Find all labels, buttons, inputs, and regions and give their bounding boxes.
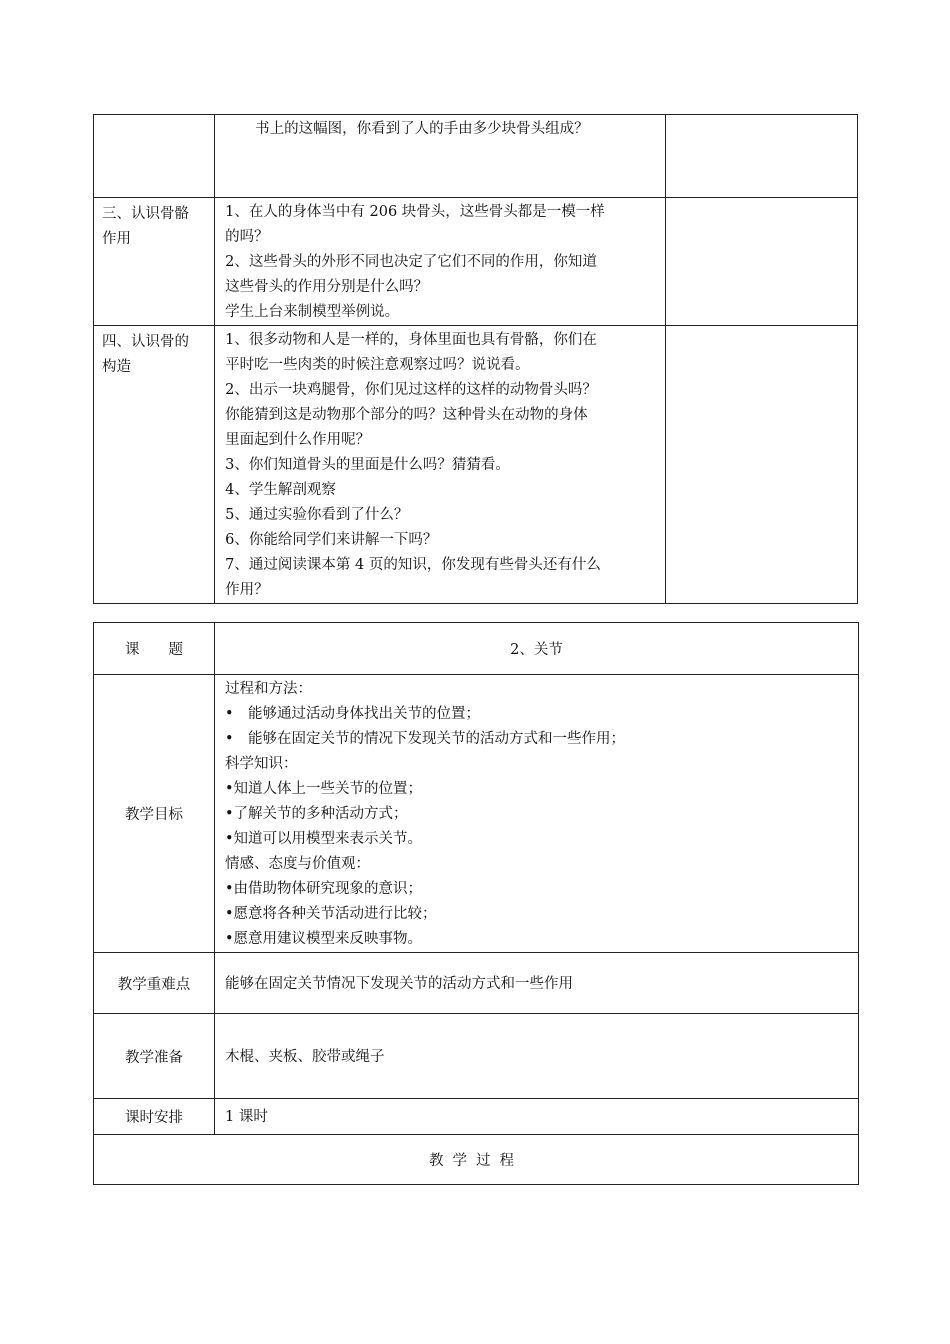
- process-row: [94, 1135, 859, 1185]
- row-label: 三、认识骨骼 作用: [94, 198, 215, 326]
- goal-line: •了解关节的多种活动方式；: [225, 806, 408, 822]
- row-content: [215, 326, 666, 604]
- lesson-plan-table: [93, 622, 859, 1185]
- table-row: [94, 115, 858, 198]
- schedule-value: 1 课时: [215, 1099, 859, 1135]
- table-row: [94, 326, 858, 604]
- content-line: 平时吃一些肉类的时候注意观察过吗？说说看。: [225, 357, 530, 373]
- difficulty-row: [94, 953, 859, 1014]
- content-line: 你能猜到这是动物那个部分的吗？这种骨头在动物的身体: [225, 407, 588, 423]
- row-content: [215, 115, 666, 198]
- content-line: 5、通过实验你看到了什么？: [225, 507, 409, 523]
- goal-line: •知道人体上一些关节的位置；: [225, 781, 423, 797]
- content-line: 7、通过阅读课本第 4 页的知识，你发现有些骨头还有什么: [225, 557, 601, 573]
- goal-line: 情感、态度与价值观：: [225, 856, 370, 872]
- content-line: 6、你能给同学们来讲解一下吗？: [225, 532, 438, 548]
- schedule-label: 课时安排: [94, 1099, 215, 1135]
- difficulty-label: 教学重难点: [94, 953, 215, 1014]
- goal-line: • 能够在固定关节的情况下发现关节的活动方式和一些作用；: [225, 731, 626, 747]
- topic-label: 课 题: [94, 623, 215, 675]
- goals-row: [94, 675, 859, 953]
- content-line: 学生上台来制模型举例说。: [225, 304, 400, 320]
- content-line: 书上的这幅图，你看到了人的手由多少块骨头组成？: [255, 121, 589, 137]
- content-line: 2、这些骨头的外形不同也决定了它们不同的作用，你知道: [225, 254, 597, 270]
- content-line: 作用？: [225, 582, 269, 598]
- content-line: 4、学生解剖观察: [225, 482, 336, 498]
- content-line: 这些骨头的作用分别是什么吗？: [225, 279, 429, 295]
- prep-value: 木棍、夹板、胶带或绳子: [215, 1014, 859, 1099]
- row-label: 四、认识骨的 构造: [94, 326, 215, 604]
- lesson-process-table: [93, 114, 858, 604]
- difficulty-value: 能够在固定关节情况下发现关节的活动方式和一些作用: [215, 953, 859, 1014]
- schedule-row: [94, 1099, 859, 1135]
- content-line: 1、很多动物和人是一样的，身体里面也具有骨骼，你们在: [225, 332, 597, 348]
- content-line: 1、在人的身体当中有 206 块骨头，这些骨头都是一模一样: [225, 204, 605, 220]
- row-label: [94, 115, 215, 198]
- goal-line: 科学知识：: [225, 756, 298, 772]
- content-line: 2、出示一块鸡腿骨，你们见过这样的这样的动物骨头吗？: [225, 382, 597, 398]
- table-row: [94, 198, 858, 326]
- content-line: 里面起到什么作用呢？: [225, 432, 371, 448]
- notes-cell: [665, 326, 857, 604]
- goal-line: •愿意将各种关节活动进行比较；: [225, 906, 437, 922]
- goals-content: [215, 675, 859, 953]
- process-heading: 教学过程: [94, 1135, 859, 1185]
- content-line: 3、你们知道骨头的里面是什么吗？猜猜看。: [225, 457, 510, 473]
- goal-line: •愿意用建议模型来反映事物。: [225, 931, 423, 947]
- goal-line: 过程和方法：: [225, 681, 312, 697]
- notes-cell: [665, 198, 857, 326]
- goal-line: • 能够通过活动身体找出关节的位置；: [225, 706, 481, 722]
- notes-cell: [665, 115, 857, 198]
- topic-row: [94, 623, 859, 675]
- row-content: [215, 198, 666, 326]
- goal-line: •知道可以用模型来表示关节。: [225, 831, 423, 847]
- prep-row: [94, 1014, 859, 1099]
- content-line: 的吗？: [225, 229, 269, 245]
- topic-value: 2、关节: [215, 623, 859, 675]
- prep-label: 教学准备: [94, 1014, 215, 1099]
- goals-label: 教学目标: [94, 675, 215, 953]
- goal-line: •由借助物体研究现象的意识；: [225, 881, 423, 897]
